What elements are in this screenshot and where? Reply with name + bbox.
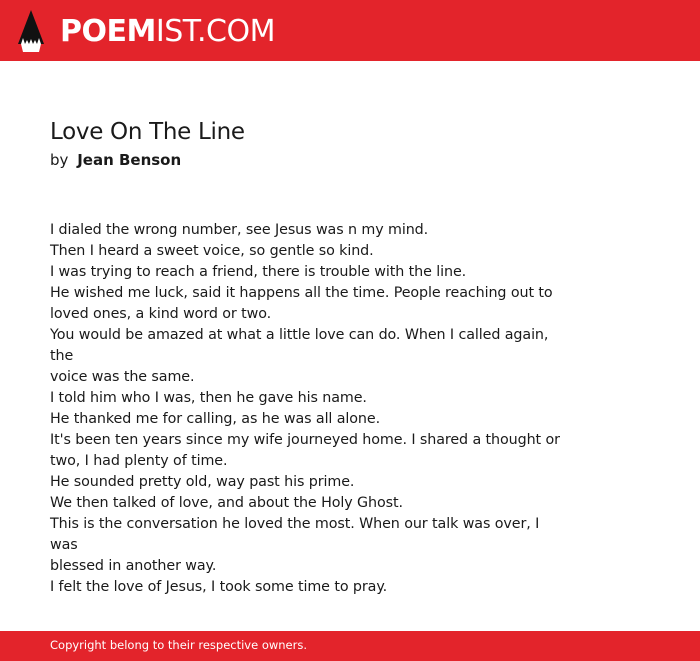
poem-line: two, I had plenty of time. (50, 453, 228, 469)
poem-line: It's been ten years since my wife journeyed home. I shared a thought or (50, 432, 560, 448)
author-name: Jean Benson (77, 151, 182, 169)
poem-title: Love On The Line (50, 119, 245, 145)
poem-line: loved ones, a kind word or two. (50, 306, 272, 322)
pencil-tip-icon[interactable] (18, 10, 44, 52)
poem-line: I felt the love of Jesus, I took some time to pray. (50, 579, 388, 595)
site-header (0, 0, 700, 61)
poem-line: I told him who I was, then he gave his name. (50, 390, 367, 406)
poem-line: I dialed the wrong number, see Jesus was n my mind. (50, 222, 429, 238)
poem-line: blessed in another way. (50, 558, 217, 574)
poem-line: He thanked me for calling, as he was all alone. (50, 411, 381, 427)
brand-name-light: IST.COM (155, 13, 275, 49)
byline (50, 149, 570, 171)
poem-line: This is the conversation he loved the most. When our talk was over, I was (50, 516, 540, 553)
poem-line: He wished me luck, said it happens all the time. People reaching out to (50, 285, 553, 301)
poem-line: I was trying to reach a friend, there is trouble with the line. (50, 264, 467, 280)
poem-body (50, 220, 570, 598)
poem-line: We then talked of love, and about the Holy Ghost. (50, 495, 403, 511)
poem-line: voice was the same. (50, 369, 195, 385)
copyright-text: Copyright belong to their respective owners. (50, 638, 308, 653)
site-footer (0, 631, 700, 661)
site-logo-link[interactable] (60, 13, 275, 49)
brand-name-bold: POEM (60, 13, 156, 49)
by-label: by (50, 151, 69, 169)
poem-line: You would be amazed at what a little love can do. When I called again, the (50, 327, 549, 364)
poem-line: He sounded pretty old, way past his prime. (50, 474, 355, 490)
poem-line: Then I heard a sweet voice, so gentle so kind. (50, 243, 374, 259)
poem-content (50, 116, 570, 598)
